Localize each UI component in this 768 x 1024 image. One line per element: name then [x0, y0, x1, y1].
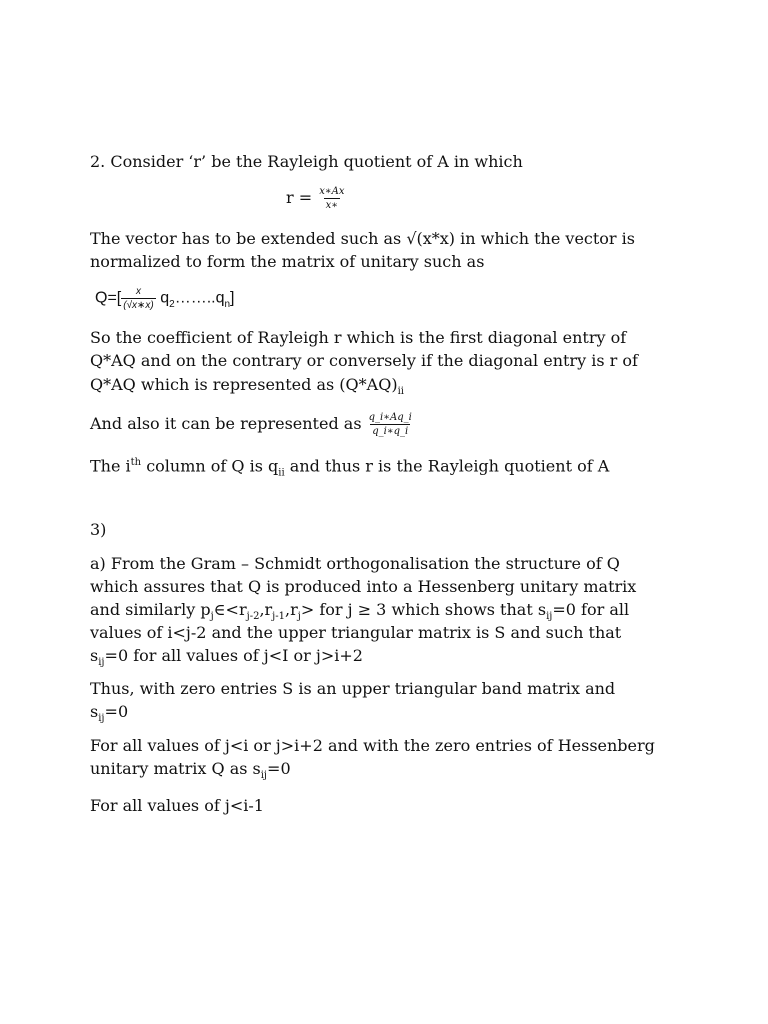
section-3-heading: 3): [90, 520, 107, 539]
paragraph-line: which assures that Q is produced into a Hessenberg unitary matrix: [90, 577, 637, 596]
line-text: Q*AQ which is represented as (Q*AQ): [90, 375, 398, 394]
line-text: =0: [104, 702, 129, 721]
qn-subscript: n: [224, 298, 231, 310]
q2-symbol: q: [160, 289, 170, 307]
q-fraction-numerator: x: [136, 286, 141, 297]
line-text: unitary matrix Q as s: [90, 759, 261, 778]
paragraph-line: The vector has to be extended such as √(x*x) in which the vector is: [90, 229, 635, 248]
q-close-bracket: ]: [230, 289, 235, 307]
subscript: j-1: [272, 611, 286, 623]
subscript: ij: [546, 611, 553, 623]
paragraph-line: [90, 375, 404, 402]
line-text: > for j ≥ 3 which shows that s: [300, 600, 547, 619]
subscript: ii: [278, 467, 285, 479]
alt-numerator: q_i∗Aq_i: [368, 412, 412, 423]
paragraph-line: a) From the Gram – Schmidt orthogonalisation the structure of Q: [90, 554, 620, 573]
section-2-heading: 2. Consider ‘r’ be the Rayleigh quotient of A in which: [90, 152, 523, 171]
qn-symbol: q: [215, 289, 225, 307]
q2-subscript: 2: [169, 298, 175, 310]
ith-column-line: [90, 453, 609, 484]
line-text: The i: [90, 456, 131, 476]
subscript: ii: [397, 386, 404, 398]
paragraph-line: So the coefficient of Rayleigh r which is the first diagonal entry of: [90, 328, 627, 347]
q-prefix: Q=[: [95, 289, 122, 307]
line-text: ∈<r: [213, 600, 247, 619]
q-fraction-denominator: (√x∗x): [123, 300, 154, 311]
line-text: =0 for all: [552, 600, 630, 619]
paragraph-line: Q*AQ and on the contrary or conversely if the diagonal entry is r of: [90, 351, 638, 370]
q-fraction: [121, 286, 156, 311]
line-text: and thus r is the Rayleigh quotient of A: [284, 456, 610, 476]
q-matrix-definition: [95, 286, 235, 315]
paragraph-line: For all values of j<i-1: [90, 796, 264, 815]
subscript: ij: [98, 657, 105, 669]
subscript: j: [297, 611, 301, 623]
subscript: ij: [98, 713, 105, 725]
formula-numerator: x∗Ax: [319, 186, 345, 197]
subscript: ij: [260, 770, 268, 782]
formula-fraction: [317, 186, 346, 211]
line-text: ,r: [285, 600, 298, 619]
alt-denominator: q_i∗q_i: [372, 426, 409, 437]
line-text: ,r: [259, 600, 273, 619]
subscript: j-2: [246, 611, 260, 623]
subscript: j: [210, 611, 214, 623]
alt-fraction: [367, 412, 414, 437]
paragraph-line: [90, 702, 128, 729]
rayleigh-formula: [286, 186, 347, 211]
line-text: s: [90, 702, 99, 721]
line-text: =0: [267, 759, 291, 778]
paragraph-line: [90, 646, 363, 673]
formula-denominator: x∗: [325, 200, 339, 211]
paragraph-line: For all values of j<i or j>i+2 and with the zero entries of Hessenberg: [90, 736, 655, 755]
line-text: And also it can be represented as: [90, 414, 367, 433]
paragraph-line: normalized to form the matrix of unitary such as: [90, 252, 485, 271]
line-text: s: [90, 646, 99, 665]
paragraph-line: Thus, with zero entries S is an upper triangular band matrix and: [90, 679, 616, 698]
line-text: column of Q is q: [141, 456, 279, 476]
paragraph-line: [90, 759, 291, 786]
alt-representation-line: [90, 412, 414, 437]
q-dots: ……..: [174, 289, 216, 307]
line-text: and similarly p: [90, 600, 211, 619]
line-text: =0 for all values of j<I or j>i+2: [104, 646, 363, 665]
paragraph-line: values of i<j-2 and the upper triangular matrix is S and such that: [90, 623, 622, 642]
formula-lhs: r =: [286, 188, 313, 207]
superscript: th: [130, 457, 142, 468]
